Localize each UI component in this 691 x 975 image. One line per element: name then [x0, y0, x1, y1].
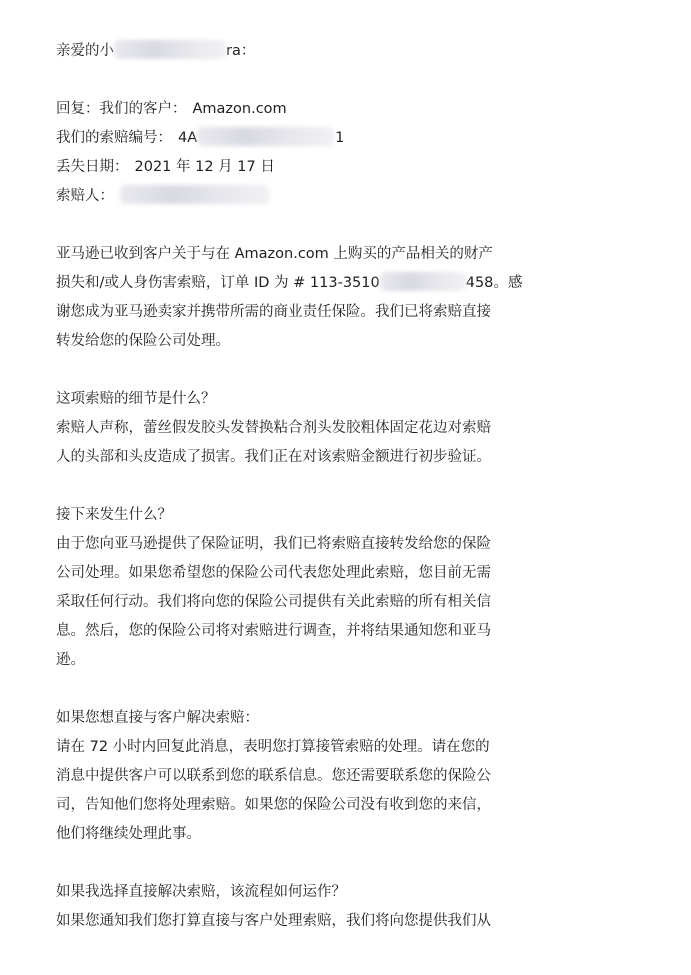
resolve-line-4: 他们将继续处理此事。 — [56, 826, 201, 842]
intro-line-2-end: 458。感 — [465, 275, 523, 291]
resolve-line-2: 消息中提供客户可以联系到您的联系信息。您还需要联系您的保险公 — [56, 768, 491, 784]
resolve-line-3: 司，告知他们您将处理索赔。如果您的保险公司没有收到您的来信， — [56, 797, 491, 813]
process-line-1: 如果您通知我们您打算直接与客户处理索赔，我们将向您提供我们从 — [56, 913, 491, 929]
greeting-prefix: 亲爱的小 — [56, 43, 114, 59]
re-value: Amazon.com — [192, 101, 287, 117]
intro-line-1: 亚马逊已收到客户关于与在 Amazon.com 上购买的产品相关的财产 — [56, 246, 493, 262]
re-label: 回复：我们的客户： — [56, 101, 187, 117]
claim-number-prefix: 4A — [178, 130, 198, 146]
resolve-heading: 如果您想直接与客户解决索赔： — [56, 710, 259, 726]
next-line-5: 逊。 — [56, 652, 85, 668]
next-line-1: 由于您向亚马逊提供了保险证明，我们已将索赔直接转发给您的保险 — [56, 536, 491, 552]
loss-date-label: 丢失日期： — [56, 159, 129, 175]
details-section — [56, 385, 656, 472]
details-heading: 这项索赔的细节是什么？ — [56, 391, 216, 407]
details-line-2: 人的头部和头皮造成了损害。我们正在对该索赔金额进行初步验证。 — [56, 449, 491, 465]
next-line-4: 息。然后，您的保险公司将对索赔进行调查，并将结果通知您和亚马 — [56, 623, 491, 639]
redacted-claim-number — [197, 127, 335, 146]
claimant-line — [56, 182, 656, 211]
resolve-line-1: 请在 72 小时内回复此消息，表明您打算接管索赔的处理。请在您的 — [56, 739, 490, 755]
redacted-order-id — [380, 272, 466, 291]
next-heading: 接下来发生什么？ — [56, 507, 172, 523]
intro-line-4: 转发给您的保险公司处理。 — [56, 333, 230, 349]
details-line-1: 索赔人声称，蕾丝假发胶头发替换粘合剂头发胶粗体固定花边对索赔 — [56, 420, 491, 436]
resolve-section — [56, 704, 656, 849]
intro-line-2 — [56, 269, 656, 298]
re-line — [56, 95, 656, 124]
loss-date-line — [56, 153, 656, 182]
redacted-claimant — [120, 185, 270, 204]
email-body — [56, 37, 656, 936]
next-line-2: 公司处理。如果您希望您的保险公司代表您处理此索赔，您目前无需 — [56, 565, 491, 581]
intro-line-3: 谢您成为亚马逊卖家并携带所需的商业责任保险。我们已将索赔直接 — [56, 304, 491, 320]
claim-number-line — [56, 124, 656, 153]
redacted-name — [114, 40, 226, 59]
intro-paragraph — [56, 240, 656, 356]
process-section — [56, 878, 656, 936]
loss-date-value: 2021 年 12 月 17 日 — [134, 159, 275, 175]
process-heading: 如果我选择直接解决索赔，该流程如何运作？ — [56, 884, 346, 900]
greeting-line — [56, 37, 656, 66]
next-steps-section — [56, 501, 656, 675]
next-line-3: 采取任何行动。我们将向您的保险公司提供有关此索赔的所有相关信 — [56, 594, 491, 610]
intro-line-2-start: 损失和/或人身伤害索赔，订单 ID 为 # 113-3510 — [56, 275, 380, 291]
greeting-suffix: ra： — [226, 43, 256, 59]
claim-number-label: 我们的索赔编号： — [56, 130, 172, 146]
claim-number-suffix: 1 — [335, 130, 345, 146]
claimant-label: 索赔人： — [56, 188, 114, 204]
